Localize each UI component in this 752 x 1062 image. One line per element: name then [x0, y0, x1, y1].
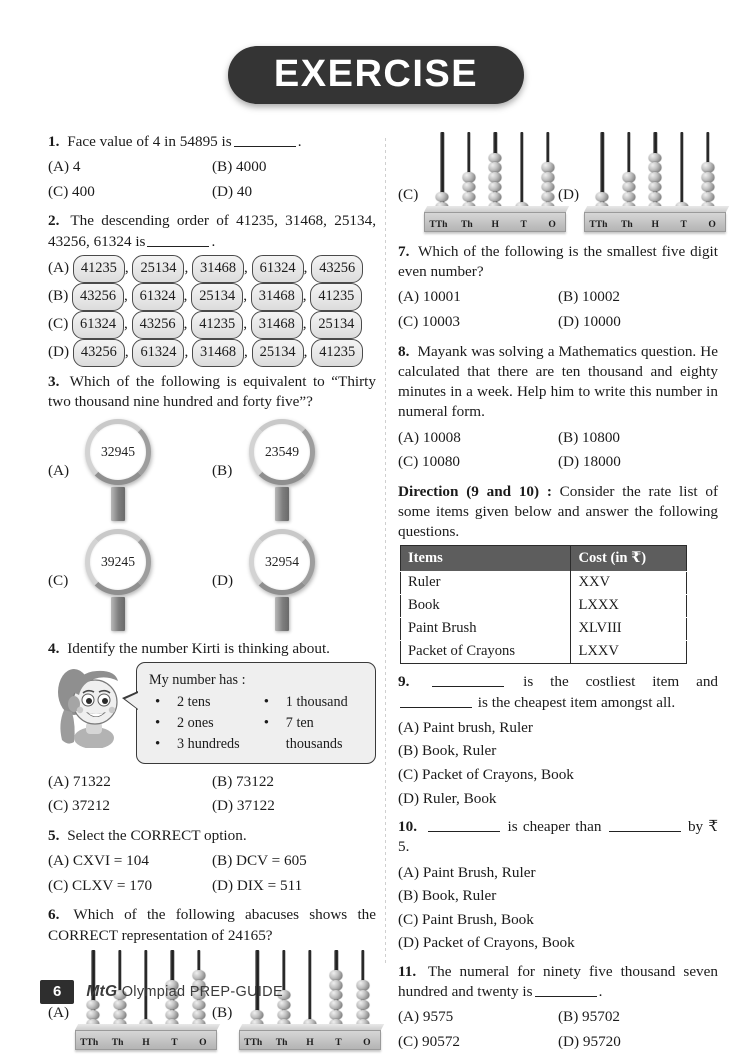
answer-blank [535, 985, 597, 997]
question-9-stem [398, 672, 718, 712]
question-2-options [48, 255, 376, 367]
option-d[interactable]: (D) 40 [212, 182, 253, 200]
table-row [401, 641, 687, 664]
number-chip: 41235 [311, 339, 363, 367]
bubble-item: • 1 thousand [258, 692, 365, 713]
abacus-rod-H [642, 132, 668, 212]
cell-item: Paint Brush [401, 618, 571, 641]
magnifier-value: 23549 [265, 443, 299, 459]
abacus-rod-H [482, 132, 508, 212]
bead [330, 1000, 343, 1010]
question-5 [48, 826, 376, 898]
bead [277, 1010, 290, 1020]
option-c[interactable]: (C) 400 [48, 182, 95, 200]
bubble-left-list [149, 692, 258, 755]
number-chip: 25134 [310, 311, 362, 339]
abacus-rod-H [297, 950, 323, 1030]
bead [489, 172, 502, 182]
option-a-label: (A) [48, 461, 70, 479]
answer-blank [400, 696, 472, 708]
content-columns [48, 132, 719, 1062]
place-label-H: H [651, 219, 659, 230]
question-1-options [48, 155, 376, 204]
question-8-text: Mayank was solving a Mathematics question. He calculated that there are ten thousand and eighty minutes in a week. Help him to write this number in numeral form. [398, 342, 718, 421]
question-7-number: 7. [398, 243, 410, 260]
option-b-label: (B) [212, 461, 233, 479]
answer-blank [609, 820, 681, 832]
question-11-number: 11. [398, 962, 417, 980]
abacus-place-labels [584, 219, 726, 230]
place-label-TTh: TTh [589, 219, 608, 230]
question-3-stem [48, 372, 376, 412]
question-3-options-row-1 [48, 419, 376, 523]
column-header-items: Items [401, 546, 571, 572]
question-2-number: 2. [48, 212, 60, 230]
question-1 [48, 132, 376, 204]
option-c[interactable] [48, 529, 212, 633]
option-a[interactable]: (A) 10008 [398, 428, 461, 446]
abacus-rod-O [695, 132, 721, 212]
mtg-logo: MtG [86, 983, 118, 1000]
option-c[interactable]: (C) 90572 [398, 1032, 461, 1050]
number-chip: 31468 [192, 255, 244, 283]
place-label-Th: Th [620, 219, 633, 230]
answer-blank [234, 135, 296, 147]
question-9-number: 9. [398, 673, 410, 691]
option-d-label: (D) [212, 571, 234, 589]
number-chip: 25134 [132, 255, 184, 283]
question-7-text: Which of the following is the smallest five digit even number? [398, 243, 718, 281]
cell-cost: XXV [571, 572, 687, 595]
question-4-text: Identify the number Kirti is thinking about. [67, 639, 330, 657]
question-7-options [398, 285, 718, 334]
magnifier-value: 39245 [101, 553, 135, 569]
bead [356, 1010, 369, 1020]
question-6-number: 6. [48, 906, 60, 924]
option-b[interactable]: (B) Book, Ruler [398, 742, 497, 760]
question-7 [398, 242, 718, 335]
number-chip: 43256 [73, 339, 125, 367]
question-8 [398, 342, 718, 475]
bead-stack [541, 163, 554, 212]
rod-stick [308, 950, 311, 1030]
abacus-rods [429, 132, 561, 212]
option-a[interactable]: (A) 9575 [398, 1008, 454, 1026]
place-label-Th: Th [275, 1036, 288, 1048]
bead [541, 192, 554, 202]
brand-text: Olympiad PREP-GUIDE [121, 984, 283, 1000]
magnifier-value: 32945 [101, 443, 135, 459]
question-3-number: 3. [48, 373, 60, 391]
abacus-rod-TTh [429, 132, 455, 212]
place-label-TTh: TTh [80, 1036, 99, 1048]
rod-stick [520, 132, 523, 212]
abacus-rod-TTh [589, 132, 615, 212]
table-header-row [401, 546, 687, 572]
bead [541, 182, 554, 192]
option-d[interactable] [212, 529, 376, 633]
option-d[interactable]: (D) 18000 [558, 453, 621, 471]
number-chip: 41235 [73, 255, 125, 283]
bead-stack [649, 153, 662, 212]
cell-item: Packet of Crayons [401, 641, 571, 664]
question-10-text-a: is cheaper than [507, 818, 602, 836]
magnifier-handle [111, 597, 125, 631]
option-b-label: (B) [212, 1003, 233, 1021]
bead [113, 1010, 126, 1020]
right-column [398, 132, 718, 1062]
number-chip: 43256 [132, 311, 184, 339]
abacus-place-labels [75, 1037, 217, 1048]
exercise-title: EXERCISE [228, 46, 524, 104]
cell-cost: LXXX [571, 595, 687, 618]
cell-cost: XLVIII [571, 618, 687, 641]
number-chip: 61324 [252, 255, 304, 283]
option-b[interactable]: (B) DCV = 605 [212, 852, 307, 870]
option-d[interactable]: (D) 95720 [558, 1032, 621, 1050]
place-label-Th: Th [460, 219, 473, 230]
question-11-text: The numeral for ninety five thousand seven hundred and twenty is [398, 962, 718, 1001]
question-5-number: 5. [48, 826, 60, 844]
abacus-rod-T [323, 950, 349, 1030]
option-b[interactable] [212, 419, 376, 523]
number-chip: 61324 [72, 311, 124, 339]
question-10-text-b: by ₹ 5. [398, 818, 719, 856]
place-label-H: H [142, 1036, 150, 1048]
bead [330, 990, 343, 1000]
magnifier-icon [82, 529, 156, 633]
question-5-text: Select the CORRECT option. [67, 826, 247, 844]
abacus-rod-O [535, 132, 561, 212]
option-b[interactable]: (B) 95702 [558, 1008, 621, 1026]
magnifier-icon [246, 419, 320, 523]
option-d-label: (D) [48, 343, 70, 361]
option-c-label: (C) [398, 186, 419, 203]
question-10-options [398, 861, 718, 955]
option-a-label: (A) [48, 1003, 70, 1021]
answer-blank [428, 820, 500, 832]
option-c[interactable]: (C) Packet of Crayons, Book [398, 766, 574, 784]
place-label-O: O [363, 1036, 371, 1048]
rate-list-table [400, 545, 687, 664]
exercise-header [0, 0, 752, 104]
number-chip: 25134 [252, 339, 304, 367]
option-b[interactable]: (B) 43256 , 61324 , 25134 , 31468 , 41235 [48, 283, 376, 311]
option-d[interactable] [558, 132, 718, 232]
place-label-O: O [548, 219, 556, 230]
place-label-O: O [708, 219, 716, 230]
abacus-rods [589, 132, 721, 212]
question-2-stem: 2. The descending order of 41235, 31468, 25134, 43256, 61324 is . [48, 212, 376, 250]
number-chip: 41235 [191, 311, 243, 339]
bead [166, 1010, 179, 1020]
column-header-cost: Cost (in ₹) [571, 546, 687, 572]
number-chip: 41235 [310, 283, 362, 311]
bead [649, 182, 662, 192]
magnifier-value: 32954 [265, 553, 299, 569]
question-9-text-b: is the cheapest item amongst all. [477, 693, 676, 711]
option-c[interactable] [398, 132, 558, 232]
place-label-T: T [335, 1036, 342, 1048]
question-1-number: 1. [48, 133, 60, 150]
abacus-place-labels [239, 1037, 381, 1048]
option-c[interactable]: (C) 10080 [398, 453, 461, 471]
option-b[interactable]: (B) 10002 [558, 288, 621, 306]
option-a[interactable]: (A) Paint Brush, Ruler [398, 863, 536, 881]
magnifier-handle [275, 597, 289, 631]
left-column [48, 132, 376, 1062]
option-c-label: (C) [48, 315, 69, 333]
abacus-icon [589, 132, 718, 232]
place-label-T: T [680, 219, 687, 230]
option-a[interactable]: (A) 10001 [398, 288, 461, 306]
question-7-stem [398, 242, 718, 282]
bubble-item: • 3 hundreds [149, 734, 258, 755]
question-10 [398, 817, 718, 955]
option-c[interactable]: (C) Paint Brush, Book [398, 910, 534, 928]
option-c[interactable]: (C) CLXV = 170 [48, 876, 153, 894]
bead-stack [701, 163, 714, 212]
number-chip: 61324 [132, 283, 184, 311]
place-label-Th: Th [111, 1036, 124, 1048]
option-a[interactable]: (A) 4 [48, 158, 81, 176]
cell-cost: LXXV [571, 641, 687, 664]
answer-blank [147, 235, 209, 247]
rod-stick [680, 132, 683, 212]
question-1-stem: 1. Face value of 4 in 54895 is . [48, 133, 302, 150]
place-label-TTh: TTh [429, 219, 448, 230]
option-d[interactable]: (D) 37122 [212, 797, 275, 815]
bead-stack [330, 971, 343, 1030]
bead [649, 172, 662, 182]
option-c[interactable]: (C) 37212 [48, 797, 111, 815]
option-a-label: (A) [48, 258, 70, 276]
option-a[interactable]: (A) 41235 , 25134 , 31468 , 61324 , 43256 [48, 255, 376, 283]
question-8-stem [398, 342, 718, 423]
thought-bubble [136, 662, 376, 764]
question-11-options [398, 1005, 718, 1054]
option-c-label: (C) [48, 571, 69, 589]
question-3 [48, 372, 376, 632]
question-6-text: Which of the following abacuses shows the CORRECT representation of 24165? [48, 906, 377, 944]
question-9-options [398, 716, 718, 810]
kirti-illustration-block [50, 662, 376, 764]
bubble-item: • 2 ones [149, 713, 258, 734]
option-a[interactable]: (A) Paint brush, Ruler [398, 718, 533, 736]
bead [356, 1000, 369, 1010]
bead [462, 192, 475, 202]
bead [622, 192, 635, 202]
place-label-T: T [520, 219, 527, 230]
option-b[interactable]: (B) 73122 [212, 772, 275, 790]
question-4-number: 4. [48, 639, 60, 657]
number-chip: 25134 [191, 283, 243, 311]
bubble-item: • 7 ten thousands [258, 713, 365, 755]
option-c[interactable]: (C) 61324 , 43256 , 41235 , 31468 , 25134 [48, 311, 376, 339]
abacus-rod-O [350, 950, 376, 1030]
question-1-text: Face value of 4 in 54895 is [67, 133, 232, 150]
option-d-label: (D) [558, 186, 580, 203]
place-label-O: O [199, 1036, 207, 1048]
option-d[interactable]: (D) DIX = 511 [212, 876, 303, 894]
option-d[interactable]: (D) 43256 , 61324 , 31468 , 25134 , 41235 [48, 339, 376, 367]
question-3-text: Which of the following is equivalent to “Thirty two thousand nine hundred and forty five”? [48, 373, 376, 411]
place-label-TTh: TTh [244, 1036, 263, 1048]
page-number: 6 [40, 980, 74, 1004]
page-footer [40, 980, 283, 1004]
number-chip: 61324 [132, 339, 184, 367]
cell-item: Ruler [401, 572, 571, 595]
option-d[interactable]: (D) Ruler, Book [398, 789, 497, 807]
question-2-text: The descending order of 41235, 31468, 25134, 43256, 61324 is [48, 212, 376, 250]
question-3-options-row-2 [48, 529, 376, 633]
abacus-rod-Th [456, 132, 482, 212]
number-chip: 43256 [72, 283, 124, 311]
cell-item: Book [401, 595, 571, 618]
option-d[interactable]: (D) 10000 [558, 313, 621, 331]
bubble-title: My number has : [149, 671, 246, 688]
question-11 [398, 962, 718, 1055]
question-4 [48, 639, 376, 819]
abacus-icon [429, 132, 558, 232]
magnifier-icon [246, 529, 320, 633]
option-b[interactable]: (B) 4000 [212, 158, 267, 176]
direction-label: Direction (9 and 10) : [398, 482, 552, 500]
option-a[interactable] [48, 419, 212, 523]
place-label-H: H [306, 1036, 314, 1048]
number-chip: 43256 [311, 255, 363, 283]
abacus-rod-T [668, 132, 694, 212]
number-chip: 31468 [192, 339, 244, 367]
direction-note [398, 482, 718, 543]
number-chip: 31468 [251, 283, 303, 311]
bead-stack [356, 981, 369, 1030]
table-row [401, 618, 687, 641]
abacus-rod-Th [616, 132, 642, 212]
question-2 [48, 211, 376, 367]
direction-text: Consider the rate list of some items given below and answer the following questions. [398, 482, 719, 541]
option-a[interactable]: (A) CXVI = 104 [48, 852, 149, 870]
question-6 [48, 905, 376, 1049]
place-label-H: H [491, 219, 499, 230]
magnifier-icon [82, 419, 156, 523]
magnifier-handle [275, 487, 289, 521]
magnifier-handle [111, 487, 125, 521]
number-chip: 31468 [251, 311, 303, 339]
question-5-stem [48, 826, 376, 846]
bubble-right-list [258, 692, 365, 755]
question-6-stem [48, 905, 376, 945]
question-9-text-a: is the costliest item and [523, 673, 719, 691]
bead [489, 182, 502, 192]
question-6-options-right [398, 132, 718, 232]
question-10-number: 10. [398, 818, 417, 836]
question-4-stem [48, 639, 376, 659]
brand-label [86, 983, 283, 1001]
question-5-options [48, 849, 376, 898]
option-c[interactable]: (C) 10003 [398, 313, 461, 331]
table-row [401, 595, 687, 618]
option-a[interactable]: (A) 71322 [48, 772, 111, 790]
bead [701, 182, 714, 192]
option-d[interactable]: (D) Packet of Crayons, Book [398, 934, 575, 952]
question-4-options [48, 770, 376, 819]
option-b[interactable]: (B) 10800 [558, 428, 621, 446]
bubble-item: • 2 tens [149, 692, 258, 713]
abacus-place-labels [424, 219, 566, 230]
question-9 [398, 672, 718, 810]
answer-blank [432, 675, 504, 687]
table-row [401, 572, 687, 595]
option-b-label: (B) [48, 286, 69, 304]
question-8-number: 8. [398, 342, 410, 360]
bead-stack [489, 153, 502, 212]
option-b[interactable]: (B) Book, Ruler [398, 887, 497, 905]
place-label-T: T [171, 1036, 178, 1048]
question-8-options [398, 426, 718, 475]
abacus-rod-T [508, 132, 534, 212]
question-10-stem [398, 817, 718, 857]
question-11-stem: 11. The numeral for ninety five thousand seven hundred and twenty is . [398, 962, 718, 1001]
bead [701, 192, 714, 202]
